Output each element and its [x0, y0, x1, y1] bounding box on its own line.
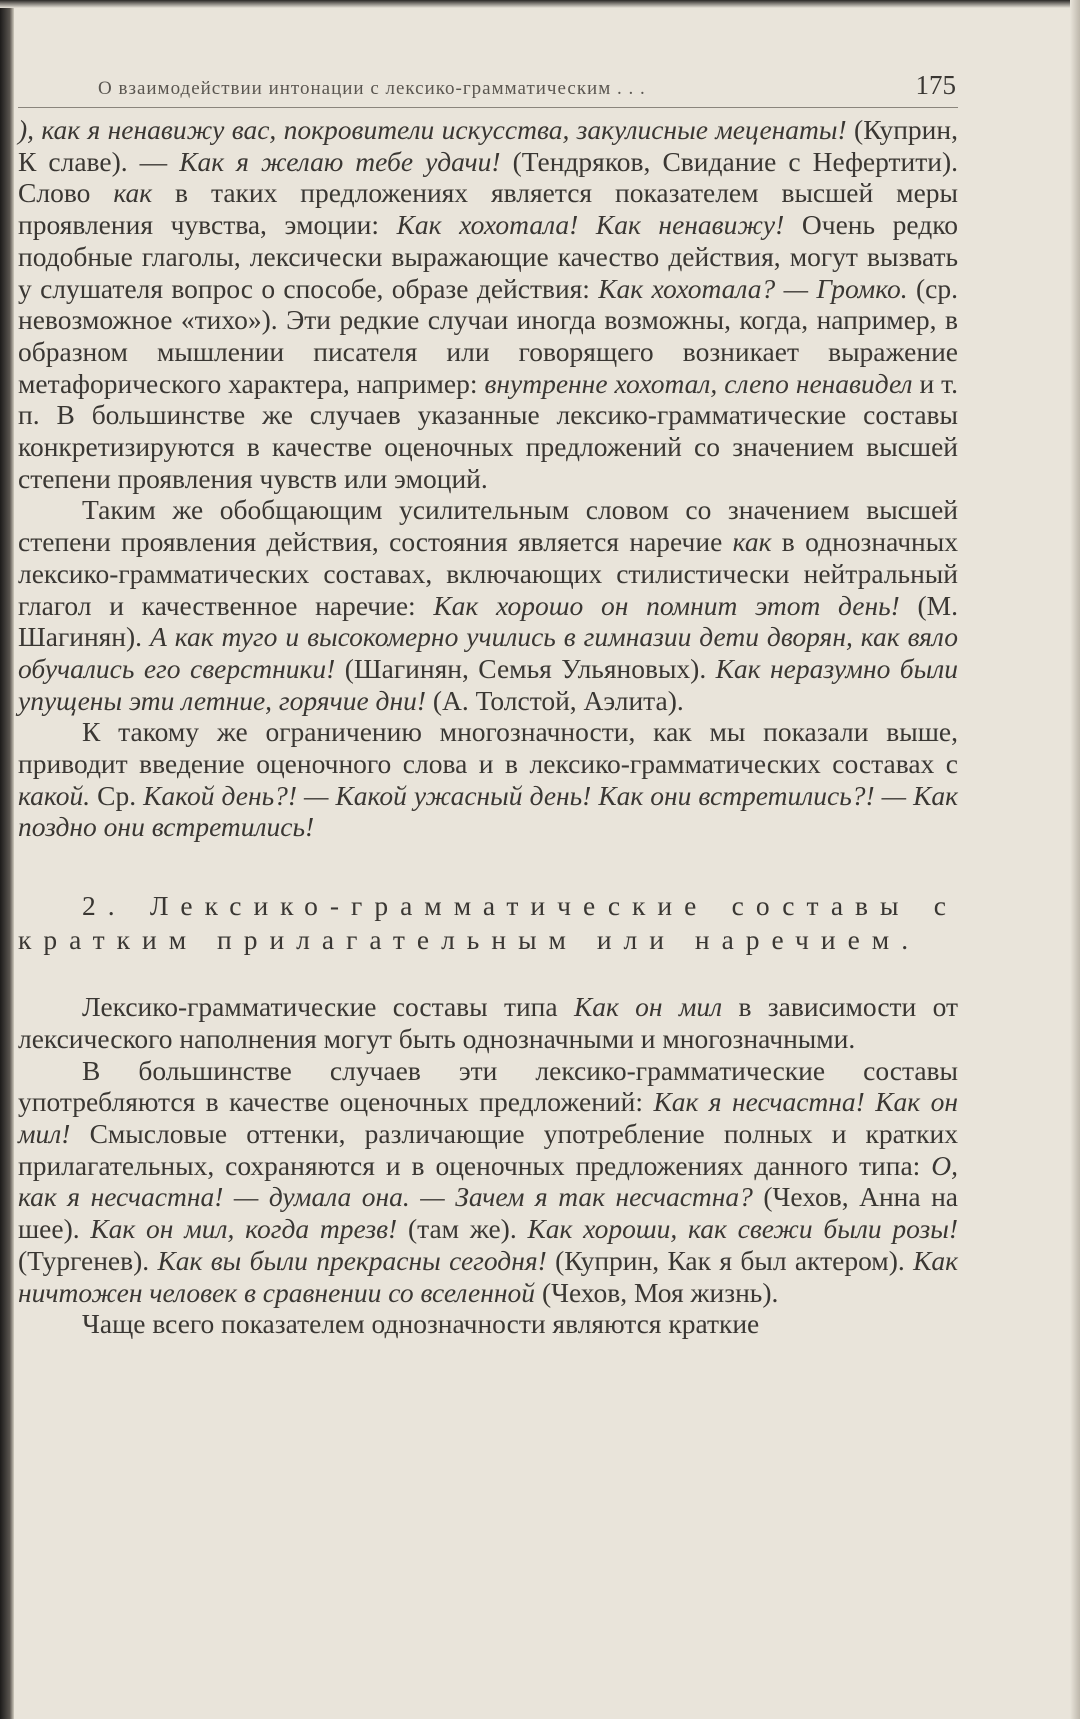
text-segment: (Тургенев). [18, 1244, 158, 1276]
text-segment: (Куприн, Как я был актером). [546, 1244, 914, 1276]
paragraphs-before-heading [18, 114, 958, 843]
running-title: О взаимодействии интонации с лексико-грамматическим . . . [98, 78, 646, 99]
italic-example: А как туго и высокомерно учились в гимназии дети дворян, как вяло обучались его сверстники! [18, 621, 958, 684]
italic-example: ), как я ненавижу вас, покровители искусства, закулисные меценаты! [18, 114, 847, 145]
text-segment: в таких предложениях является показателем высшей меры проявления чувства, эмоции: [18, 177, 958, 241]
text-segment: (там же). [397, 1213, 528, 1245]
italic-example: О, как я несчастна! — думала она. — Зачем я так несчастна? [18, 1149, 958, 1213]
text-segment: Чаще всего показателем однозначности являются краткие [82, 1308, 760, 1340]
italic-example: Как вы были прекрасны сегодня! [157, 1244, 547, 1276]
text-segment: (Шагинян, Семья Ульяновых). [335, 652, 716, 684]
italic-example: Как он мил [573, 991, 723, 1023]
paragraphs-after-heading [18, 991, 958, 1340]
paragraph [18, 1308, 958, 1340]
italic-example: Как хорошо он помнит этот день! [433, 589, 900, 621]
italic-example: Как я несчастна! Как он мил! [18, 1086, 958, 1149]
text-segment: (А. Толстой, Аэлита). [426, 684, 684, 716]
page-number: 175 [915, 70, 956, 100]
italic-example: Как неразумно были упущены эти летние, горячие дни! [18, 652, 958, 716]
italic-example: Как хороши, как свежи были розы! [527, 1213, 959, 1245]
text-segment: (М. Шагинян). [18, 589, 958, 653]
text-segment: Лексико-грамматические составы типа [82, 991, 574, 1023]
paragraph [18, 494, 958, 716]
text-segment: (Тендряков, Свидание с Нефертити). Слово [18, 145, 958, 209]
text-segment: (Чехов, Моя жизнь). [535, 1276, 779, 1308]
italic-example: как [732, 526, 772, 558]
text-segment: Ср. [90, 779, 144, 811]
text-segment: (ср. невозможное «тихо»). Эти редкие случаи иногда возможны, когда, например, в образном мышлении писателя или говорящего возникает выражение метафорического характера, например: [18, 272, 958, 399]
main-text [18, 114, 958, 1340]
paragraph [18, 991, 958, 1054]
italic-example: Как хохотала! Как ненавижу! [396, 209, 785, 241]
book-binding-shadow [0, 0, 14, 1719]
italic-example: какой. [18, 779, 91, 811]
italic-example: Как ничтожен человек в сравнении со вселенной [18, 1244, 958, 1308]
book-page [18, 70, 958, 1340]
italic-example: Как он мил, когда трезв! [90, 1213, 398, 1245]
page-top-shadow [0, 0, 1080, 8]
text-segment: Таким же обобщающим усилительным словом со значением высшей степени проявления действия, состояния является наречие [18, 494, 958, 558]
page-right-edge [1070, 0, 1080, 1719]
running-header [18, 70, 958, 108]
section-heading: 2. Лексико-грамматические составы с кратким прилагательным или наречием. [18, 890, 958, 956]
text-segment: в зависимости от лексического наполнения могут быть однозначными и многозначными. [18, 991, 958, 1054]
text-segment: В большинстве случаев эти лексико-грамматические составы употребляются в качестве оценочных предложений: [18, 1054, 958, 1118]
text-segment: (Куприн, К славе). — [18, 114, 958, 177]
italic-example: как [113, 177, 153, 209]
paragraph [18, 114, 958, 494]
italic-example: Какой день?! — Какой ужасный день! Как они встретились?! — Как поздно они встретились! [18, 779, 958, 843]
text-segment: К такому же ограничению многозначности, как мы показали выше, приводит введение оценочного слова и в лексико-грамматических составах с [18, 716, 958, 780]
italic-example: Как я желаю тебе удачи! [179, 145, 501, 177]
text-segment: Очень редко подобные глаголы, лексически выражающие качество действия, могут вызвать у слушателя вопрос о способе, образе действия: [18, 209, 958, 304]
italic-example: внутренне хохотал, слепо ненавидел [484, 367, 913, 399]
paragraph [18, 716, 958, 843]
italic-example: Как хохотала? — Громко. [598, 272, 908, 304]
text-segment: (Чехов, Анна на шее). [18, 1181, 958, 1245]
text-segment: Смысловые оттенки, различающие употребление полных и кратких прилагательных, сохраняются и в оценочных предложениях данного типа: [18, 1117, 958, 1181]
text-segment: и т. п. В большинстве же случаев указанные лексико-грамматические составы конкретизируются в качестве оценочных предложений со значением высшей степени проявления чувств или эмоций. [18, 367, 958, 494]
text-segment: в однозначных лексико-грамматических составах, включающих стилистически нейтральный глагол и качественное наречие: [18, 526, 958, 621]
paragraph [18, 1055, 958, 1309]
